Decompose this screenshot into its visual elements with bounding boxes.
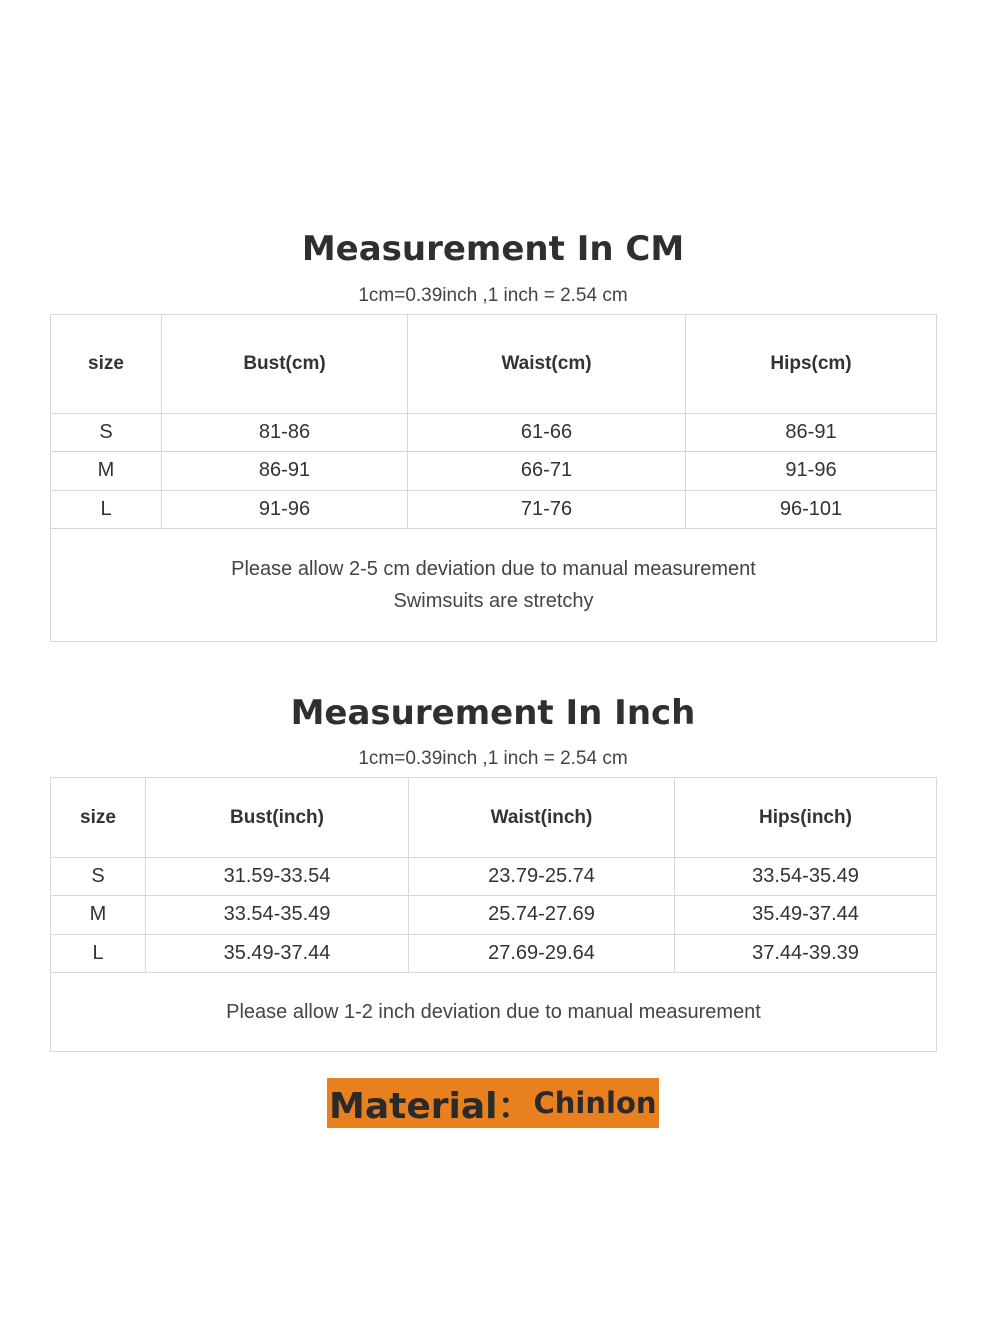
hips-cell: 33.54-35.49 <box>675 858 937 896</box>
column-header-bust: Bust(inch) <box>146 778 409 858</box>
table-row <box>51 452 937 490</box>
deviation-note-cell <box>51 528 937 641</box>
table-note-row <box>51 972 937 1051</box>
size-cell: L <box>51 490 162 528</box>
hips-cell: 86-91 <box>686 414 937 452</box>
waist-cell: 71-76 <box>408 490 686 528</box>
column-header-hips: Hips(inch) <box>675 778 937 858</box>
inch-size-table <box>50 777 937 1052</box>
column-header-bust: Bust(cm) <box>162 315 408 414</box>
inch-section-title: Measurement In Inch <box>290 693 696 733</box>
column-header-hips: Hips(cm) <box>686 315 937 414</box>
bust-cell: 81-86 <box>162 414 408 452</box>
hips-cell: 35.49-37.44 <box>675 896 937 934</box>
size-cell: M <box>51 452 162 490</box>
hips-cell: 96-101 <box>686 490 937 528</box>
material-label: Material： <box>329 1085 534 1127</box>
bust-cell: 91-96 <box>162 490 408 528</box>
column-header-size: size <box>51 778 146 858</box>
cm-section-title: Measurement In CM <box>301 229 685 269</box>
column-header-waist: Waist(cm) <box>408 315 686 414</box>
size-cell: L <box>51 934 146 972</box>
table-row <box>51 858 937 896</box>
material-value: Chinlon <box>533 1086 657 1120</box>
table-header-row <box>51 315 937 414</box>
waist-cell: 27.69-29.64 <box>409 934 675 972</box>
table-note-row <box>51 528 937 641</box>
bust-cell: 31.59-33.54 <box>146 858 409 896</box>
material-badge <box>327 1078 659 1128</box>
waist-cell: 23.79-25.74 <box>409 858 675 896</box>
size-cell: S <box>51 858 146 896</box>
table-row <box>51 490 937 528</box>
waist-cell: 25.74-27.69 <box>409 896 675 934</box>
size-cell: S <box>51 414 162 452</box>
inch-conversion-note: 1cm=0.39inch ,1 inch = 2.54 cm <box>358 748 628 769</box>
deviation-note: Please allow 1-2 inch deviation due to manual measurement <box>226 1000 761 1023</box>
waist-cell: 66-71 <box>408 452 686 490</box>
table-header-row <box>51 778 937 858</box>
deviation-note-cell <box>51 972 937 1051</box>
waist-cell: 61-66 <box>408 414 686 452</box>
stretch-note: Swimsuits are stretchy <box>393 589 594 612</box>
cm-conversion-note: 1cm=0.39inch ,1 inch = 2.54 cm <box>358 285 628 306</box>
table-row <box>51 414 937 452</box>
column-header-size: size <box>51 315 162 414</box>
bust-cell: 86-91 <box>162 452 408 490</box>
column-header-waist: Waist(inch) <box>409 778 675 858</box>
bust-cell: 35.49-37.44 <box>146 934 409 972</box>
size-cell: M <box>51 896 146 934</box>
table-row <box>51 896 937 934</box>
hips-cell: 37.44-39.39 <box>675 934 937 972</box>
hips-cell: 91-96 <box>686 452 937 490</box>
bust-cell: 33.54-35.49 <box>146 896 409 934</box>
deviation-note: Please allow 2-5 cm deviation due to manual measurement <box>231 557 756 580</box>
cm-size-table <box>50 314 937 642</box>
table-row <box>51 934 937 972</box>
